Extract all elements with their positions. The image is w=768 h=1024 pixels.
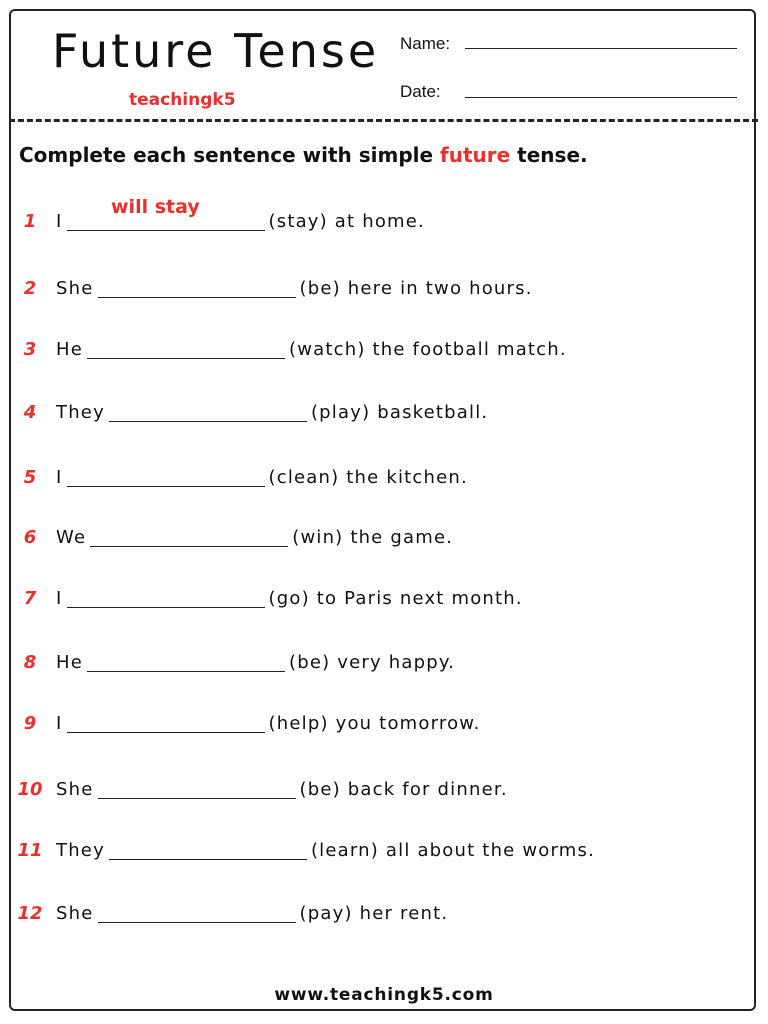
name-field[interactable] bbox=[465, 48, 737, 49]
item-number: 12 bbox=[17, 903, 43, 924]
sentence-subject: I bbox=[56, 588, 63, 609]
sentence-rest: (play) basketball. bbox=[310, 402, 489, 423]
sentence-subject: He bbox=[56, 339, 84, 360]
answer-blank[interactable] bbox=[98, 798, 296, 799]
exercise-item bbox=[0, 207, 768, 237]
sentence-rest: (win) the game. bbox=[292, 527, 454, 548]
answer-blank[interactable] bbox=[109, 859, 307, 860]
answer-blank[interactable] bbox=[90, 546, 288, 547]
sentence-subject: I bbox=[56, 713, 63, 734]
item-number: 11 bbox=[17, 840, 43, 861]
exercise-item bbox=[0, 274, 768, 304]
sentence-subject: She bbox=[56, 779, 94, 800]
sentence-subject: She bbox=[56, 903, 94, 924]
answer-blank[interactable] bbox=[67, 486, 265, 487]
sentence bbox=[56, 523, 453, 553]
sentence-rest: (go) to Paris next month. bbox=[268, 588, 523, 609]
sentence bbox=[56, 648, 455, 678]
sentence-rest: (be) here in two hours. bbox=[299, 278, 533, 299]
sentence-subject: They bbox=[56, 840, 105, 861]
item-number: 7 bbox=[23, 588, 37, 609]
exercise-item bbox=[0, 709, 768, 739]
sentence-rest: (be) very happy. bbox=[289, 652, 456, 673]
sentence bbox=[56, 274, 533, 304]
sentence bbox=[56, 899, 448, 929]
cut-line-divider bbox=[9, 119, 758, 122]
sentence-rest: (learn) all about the worms. bbox=[310, 840, 596, 861]
sentence-subject: We bbox=[56, 527, 87, 548]
date-label: Date: bbox=[400, 82, 441, 101]
item-number: 8 bbox=[23, 652, 37, 673]
item-number: 2 bbox=[23, 278, 37, 299]
exercise-item bbox=[0, 899, 768, 929]
worksheet-title: Future Tense bbox=[52, 24, 380, 78]
item-number: 9 bbox=[23, 713, 37, 734]
footer-url: www.teachingk5.com bbox=[274, 985, 494, 1005]
sentence-rest: (be) back for dinner. bbox=[299, 779, 508, 800]
answer-blank[interactable] bbox=[98, 297, 296, 298]
sentence-rest: (watch) the football match. bbox=[289, 339, 567, 360]
sentence bbox=[56, 335, 567, 365]
answer-blank[interactable] bbox=[98, 922, 296, 923]
instructions-highlight: future bbox=[440, 143, 511, 167]
sentence bbox=[56, 584, 523, 614]
exercise-item bbox=[0, 648, 768, 678]
sentence bbox=[56, 709, 481, 739]
answer-blank[interactable] bbox=[67, 230, 265, 231]
sentence-subject: I bbox=[56, 211, 63, 232]
sentence-subject: She bbox=[56, 278, 94, 299]
sentence bbox=[56, 207, 425, 237]
date-field[interactable] bbox=[465, 97, 737, 98]
exercise-item bbox=[0, 463, 768, 493]
answer-blank[interactable] bbox=[87, 358, 285, 359]
answer-blank[interactable] bbox=[109, 421, 307, 422]
brand-name: teachingk5 bbox=[129, 90, 236, 110]
instructions-text-start: Complete each sentence with simple bbox=[19, 143, 441, 167]
sentence-subject: He bbox=[56, 652, 84, 673]
sentence bbox=[56, 775, 508, 805]
sentence bbox=[56, 836, 595, 866]
sentence-rest: (pay) her rent. bbox=[299, 903, 449, 924]
exercise-item bbox=[0, 836, 768, 866]
sentence-subject: I bbox=[56, 467, 63, 488]
sentence-subject: They bbox=[56, 402, 105, 423]
item-number: 5 bbox=[23, 467, 37, 488]
sentence-rest: (help) you tomorrow. bbox=[268, 713, 481, 734]
item-number: 6 bbox=[23, 527, 37, 548]
sentence bbox=[56, 463, 468, 493]
answer-blank[interactable] bbox=[87, 671, 285, 672]
item-number: 10 bbox=[17, 779, 43, 800]
sentence-rest: (clean) the kitchen. bbox=[268, 467, 468, 488]
answer-blank[interactable] bbox=[67, 607, 265, 608]
instructions-text-end: tense. bbox=[510, 143, 588, 167]
item-number: 1 bbox=[23, 211, 37, 232]
exercise-item bbox=[0, 775, 768, 805]
item-number: 4 bbox=[23, 402, 37, 423]
exercise-item bbox=[0, 398, 768, 428]
example-answer: will stay bbox=[111, 196, 200, 218]
exercise-item bbox=[0, 523, 768, 553]
name-label: Name: bbox=[400, 34, 451, 53]
instructions bbox=[19, 143, 588, 167]
sentence bbox=[56, 398, 488, 428]
sentence-rest: (stay) at home. bbox=[268, 211, 425, 232]
item-number: 3 bbox=[23, 339, 37, 360]
exercise-item bbox=[0, 584, 768, 614]
answer-blank[interactable] bbox=[67, 732, 265, 733]
exercise-item bbox=[0, 335, 768, 365]
